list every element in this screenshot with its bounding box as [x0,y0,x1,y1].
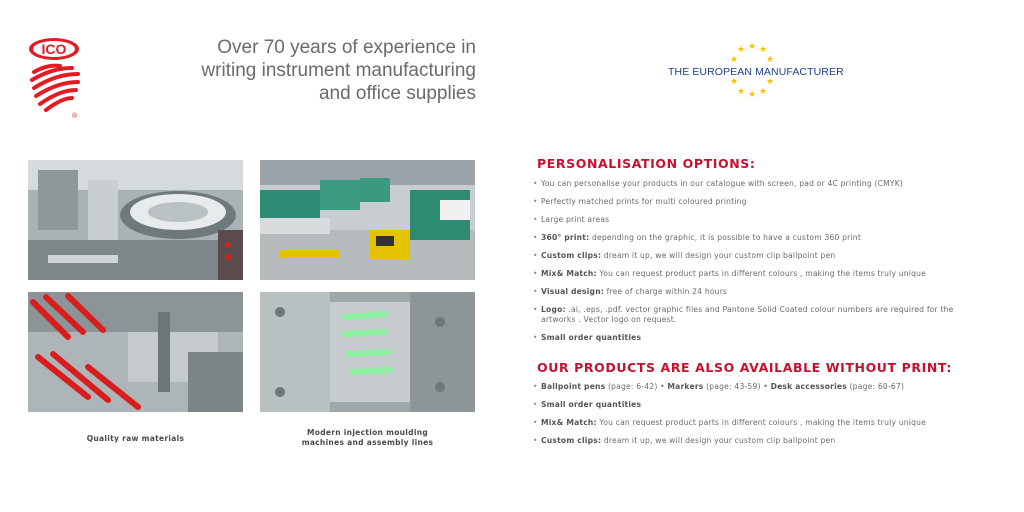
european-manufacturer-label: THE EUROPEAN MANUFACTURER [668,66,844,78]
injection-moulding-hall-photo [260,160,475,280]
logo-text: ICO [41,41,67,57]
without-print-title: OUR PRODUCTS ARE ALSO AVAILABLE WITHOUT PRINT: [537,360,952,375]
list-item: • Perfectly matched prints for multi coloured printing [533,197,983,207]
caption-quality-raw-materials: Quality raw materials [86,434,185,443]
caption-line-1: Modern injection moulding [306,428,429,437]
svg-text:★: ★ [729,55,739,65]
ico-logo [28,36,84,120]
personalisation-list [533,179,983,343]
registered-mark: ® [72,113,78,120]
svg-text:★: ★ [758,45,768,55]
headline-line-1: Over 70 years of experience in [217,37,476,58]
headline [140,36,476,105]
injection-mould-photo [260,292,475,412]
personalisation-title: PERSONALISATION OPTIONS: [537,156,756,171]
list-item: • Visual design: free of charge within 24 hours [533,287,983,297]
european-manufacturer-badge [668,40,844,100]
svg-text:★: ★ [736,45,746,55]
headline-line-3: and office supplies [318,83,476,104]
red-pen-assembly-line-photo [28,292,243,412]
list-item: • Custom clips: dream it up, we will design your custom clip ballpoint pen [533,436,983,446]
svg-text:★: ★ [758,87,768,97]
list-item: • Ballpoint pens (page: 6-42) • Markers (page: 43-59) • Desk accessories (page: 60-67) [533,382,983,392]
assembly-machine-photo [28,160,243,280]
svg-text:★: ★ [747,90,757,100]
svg-text:★: ★ [729,77,739,87]
caption-injection-moulding [260,428,475,448]
list-item: • 360° print: depending on the graphic, it is possible to have a custom 360 print [533,233,983,243]
headline-line-2: writing instrument manufacturing [201,60,476,81]
list-item: • You can personalise your products in our catalogue with screen, pad or 4C printing (CMYK) [533,179,983,189]
caption-line-2: machines and assembly lines [301,438,434,447]
list-item: • Large print areas [533,215,983,225]
svg-text:★: ★ [736,87,746,97]
list-item: • Logo: .ai, .eps, .pdf. vector graphic files and Pantone Solid Coated colour numbers are required for the artworks . Vector logo on request. [533,305,983,325]
list-item: • Mix& Match: You can request product parts in different colours , making the items truly unique [533,269,983,279]
list-item: • Mix& Match: You can request product parts in different colours , making the items truly unique [533,418,983,428]
list-item: • Small order quantities [533,333,983,343]
svg-text:★: ★ [765,77,775,87]
list-item: • Small order quantities [533,400,983,410]
list-item: • Custom clips: dream it up, we will design your custom clip ballpoint pen [533,251,983,261]
without-print-list [533,382,983,446]
svg-text:★: ★ [765,55,775,65]
svg-text:★: ★ [747,42,757,52]
